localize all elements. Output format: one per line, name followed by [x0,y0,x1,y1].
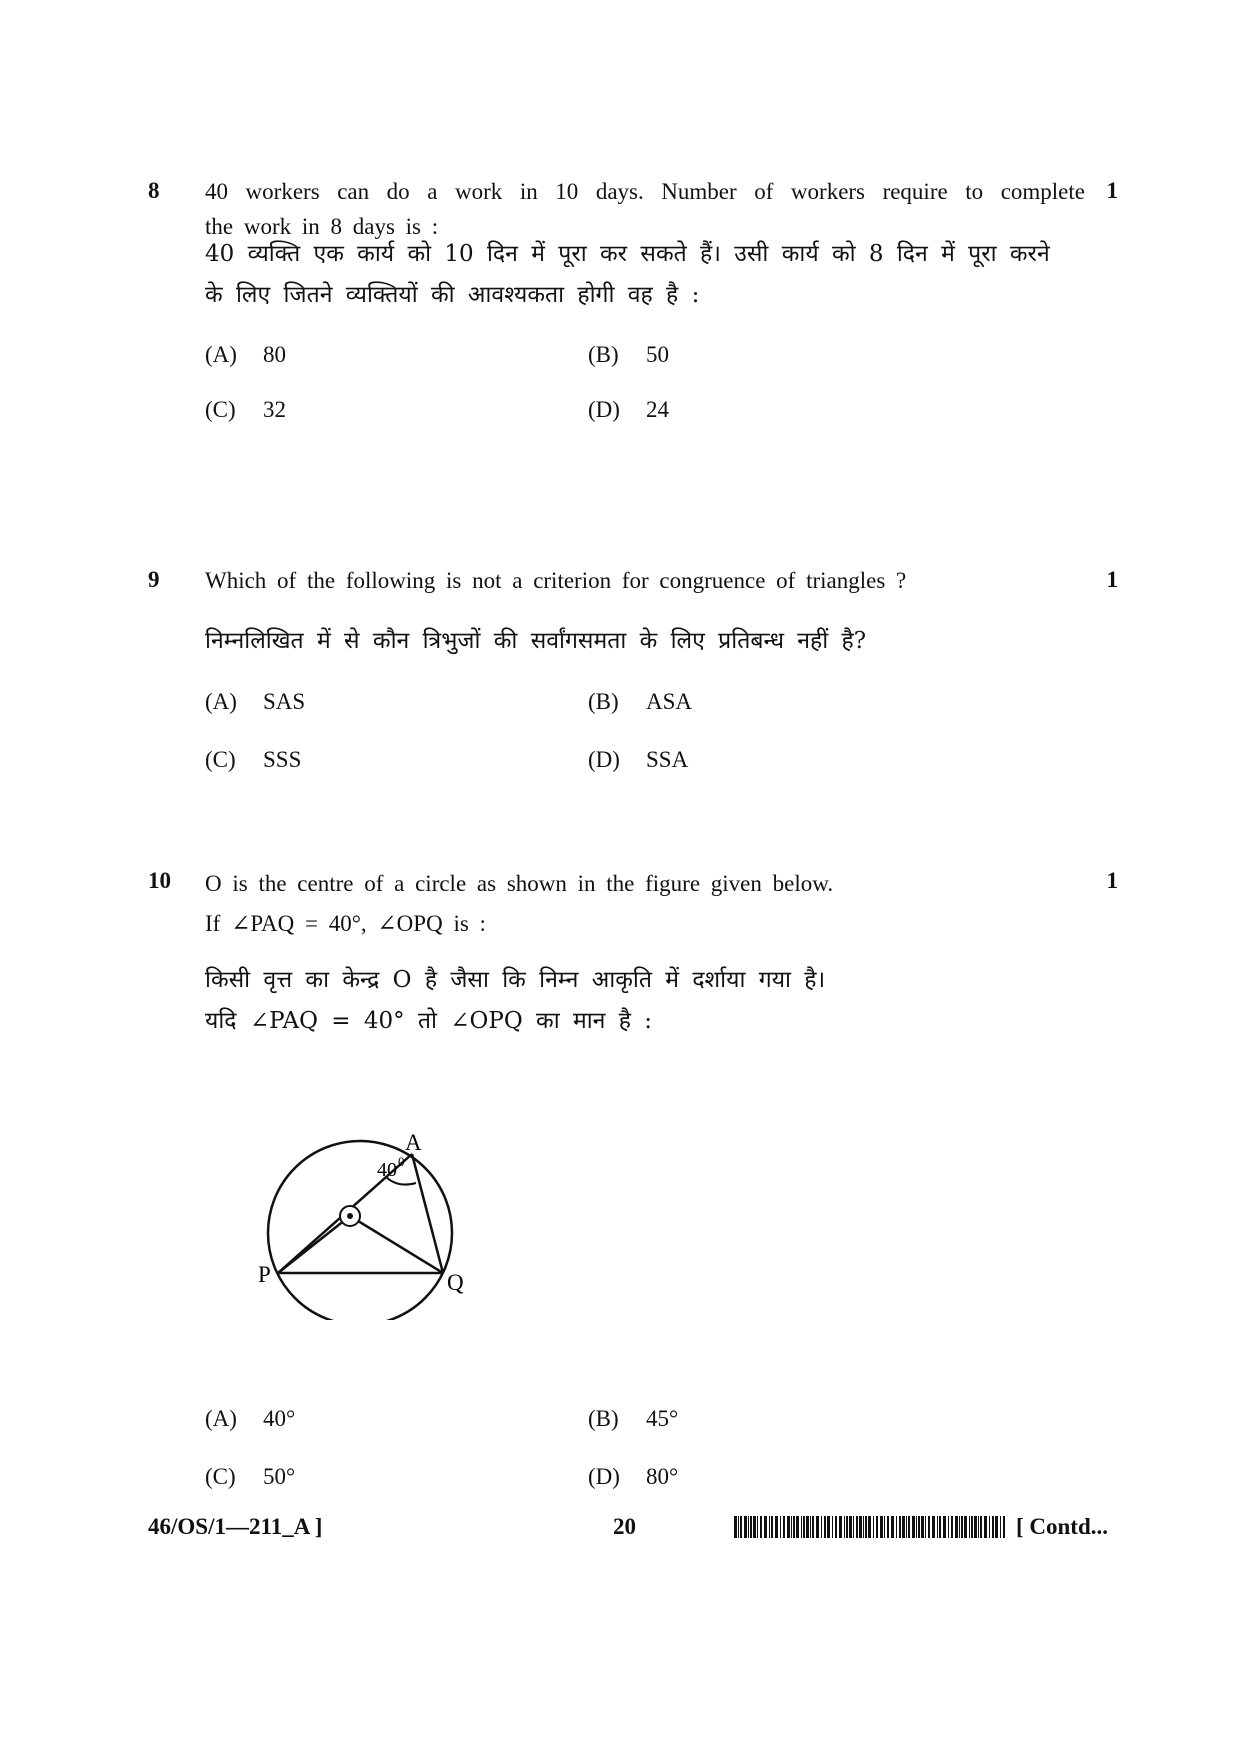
option-label: (C) [205,397,236,422]
option-label: (D) [588,747,620,772]
barcode-bar [951,1516,953,1538]
angle-degree: 0 [398,1154,405,1169]
text-line: If ∠PAQ = 40°, ∠OPQ is : [205,911,486,936]
barcode-bar [978,1516,979,1538]
barcode-bar [801,1516,802,1538]
question-marks: 1 [1106,178,1118,203]
option-value: SAS [263,689,306,714]
text-line: O is the centre of a circle as shown in the figure given below. [205,871,834,896]
barcode-bar [899,1516,901,1538]
option-label: (A) [205,342,237,367]
barcode-bar [750,1516,752,1538]
barcode-bar [884,1516,885,1538]
page-number: 20 [613,1514,636,1539]
option-c[interactable] [205,1464,295,1490]
barcode-bar [971,1516,973,1538]
continued-label: [ Contd... [1016,1514,1109,1539]
option-label: (B) [588,689,619,714]
barcode-bar [821,1516,822,1538]
option-d[interactable] [588,397,669,423]
option-a[interactable] [205,1406,295,1432]
question-text-english [205,864,1085,944]
barcode-bar [876,1516,878,1538]
label-q: Q [447,1270,464,1295]
barcode-bar [925,1516,926,1538]
barcode-bar [780,1516,781,1538]
text-line: the work in 8 days is : [205,214,439,239]
barcode-bar [764,1516,767,1538]
option-value: SSS [263,747,302,772]
barcode-bar [803,1516,805,1538]
barcode-bar [1000,1516,1001,1538]
barcode-bar [902,1516,905,1538]
barcode-bar [937,1516,938,1538]
barcode-bar [760,1516,762,1538]
question-9 [148,565,1128,785]
barcode-bar [980,1516,982,1538]
barcode-bar [1003,1516,1005,1538]
text-line: यदि ∠PAQ = 40° तो ∠OPQ का मान है : [205,1008,653,1034]
barcode-bar [880,1516,883,1538]
barcode-bar [734,1516,737,1538]
radius-oq [350,1216,443,1273]
barcode-bar [891,1516,894,1538]
barcode-bar [921,1516,924,1538]
text-line: के लिए जितने व्यक्तियों की आवश्यकता होगी वह है : [205,282,700,308]
barcode-bar [748,1516,749,1538]
question-text-hindi [205,621,1105,662]
barcode-bar [868,1516,871,1538]
option-label: (C) [205,747,236,772]
question-8 [148,176,1128,476]
barcode-bar [932,1516,935,1538]
text-line: Which of the following is not a criterion for congruence of triangles ? [205,568,907,593]
option-value: ASA [646,689,693,714]
label-a: A [405,1130,422,1155]
barcode-bar [740,1516,742,1538]
barcode-bar [835,1516,837,1538]
question-number: 9 [148,567,160,592]
barcode-bar [810,1516,811,1538]
barcode-bar [769,1516,770,1538]
barcode-bar [939,1516,941,1538]
barcode-bar [757,1516,758,1538]
barcode-bar [995,1516,998,1538]
barcode-bar [856,1516,858,1538]
option-value: 40° [263,1406,296,1431]
barcode-bar [887,1516,889,1538]
question-10 [148,866,1128,1489]
option-value: SSA [646,747,689,772]
barcode-bar [839,1516,842,1538]
barcode-bar [974,1516,977,1538]
barcode-bar [943,1516,946,1538]
option-label: (D) [588,397,620,422]
question-marks: 1 [1106,567,1118,592]
text-line: निम्नलिखित में से कौन त्रिभुजों की सर्वांगसमता के लिए प्रतिबन्ध नहीं है? [205,628,867,654]
barcode-bar [738,1516,739,1538]
circle [268,1141,452,1320]
option-d[interactable] [588,747,688,773]
barcode-bar [771,1516,773,1538]
option-d[interactable] [588,1464,678,1490]
barcode-bar [806,1516,809,1538]
barcode-bar [816,1516,819,1538]
barcode-bar [906,1516,907,1538]
barcode-bar [827,1516,830,1538]
text-line: 40 workers can do a work in 10 days. Number of workers require to complete [205,179,1085,204]
barcode-bar [832,1516,833,1538]
text-line: 40 व्यक्ति एक कार्य को 10 दिन में पूरा कर सकते हैं। उसी कार्य को 8 दिन में पूरा करने [205,241,1050,267]
circle-figure [248,1110,508,1320]
barcode-bar [812,1516,814,1538]
barcode-bar [989,1516,990,1538]
option-a[interactable] [205,689,305,715]
barcode-bar [844,1516,845,1538]
barcode-bar [753,1516,756,1538]
barcode-bar [959,1516,960,1538]
option-value: 45° [646,1406,679,1431]
barcode-bar [824,1516,826,1538]
question-text-hindi [205,960,1105,1042]
barcode-bar [912,1516,915,1538]
question-text-english [205,563,1085,598]
barcode-bar [846,1516,848,1538]
radius-op [278,1216,350,1273]
barcode-bar [859,1516,862,1538]
barcode-bar [863,1516,864,1538]
option-value: 80 [263,342,286,367]
option-label: (A) [205,689,237,714]
option-value: 32 [263,397,286,422]
question-number: 8 [148,178,160,203]
barcode-bar [796,1516,799,1538]
barcode-bar [992,1516,994,1538]
question-number: 10 [148,868,171,893]
barcode-bar [964,1516,967,1538]
option-label: (A) [205,1406,237,1431]
text-line: किसी वृत्त का केन्द्र O है जैसा कि निम्न आकृति में दर्शाया गया है। [205,967,826,993]
barcode-bar [928,1516,930,1538]
barcode-bar [775,1516,778,1538]
barcode-bar [865,1516,867,1538]
barcode-bar [969,1516,970,1538]
barcode-bar [961,1516,963,1538]
paper-code: 46/OS/1—211_A ] [148,1514,323,1539]
option-b[interactable] [588,342,669,368]
barcode-bar [744,1516,747,1538]
barcode-bar [787,1516,790,1538]
barcode-bar [984,1516,987,1538]
option-value: 50° [263,1464,296,1489]
option-value: 80° [646,1464,679,1489]
question-text-hindi [205,234,1105,316]
option-a[interactable] [205,342,286,368]
barcode-bar [918,1516,920,1538]
barcode-bar [793,1516,795,1538]
option-value: 50 [646,342,669,367]
option-label: (C) [205,1464,236,1489]
option-label: (B) [588,342,619,367]
label-p: P [258,1262,271,1287]
barcode-bar [873,1516,874,1538]
barcode-bar [896,1516,897,1538]
option-label: (D) [588,1464,620,1489]
option-label: (B) [588,1406,619,1431]
angle-label: 40 [377,1159,397,1181]
barcode-bar [791,1516,792,1538]
question-marks: 1 [1106,868,1118,893]
centre-dot [347,1213,353,1219]
barcode-bar [908,1516,910,1538]
barcode-bar [948,1516,949,1538]
barcode-bar [783,1516,785,1538]
option-c[interactable] [205,397,286,423]
option-b[interactable] [588,1406,678,1432]
barcode-icon [734,1516,1009,1538]
barcode-bar [849,1516,852,1538]
option-value: 24 [646,397,669,422]
option-c[interactable] [205,747,301,773]
option-b[interactable] [588,689,692,715]
barcode-bar [955,1516,958,1538]
barcode-bar [916,1516,917,1538]
page-footer [148,1514,1128,1544]
barcode-bar [853,1516,854,1538]
